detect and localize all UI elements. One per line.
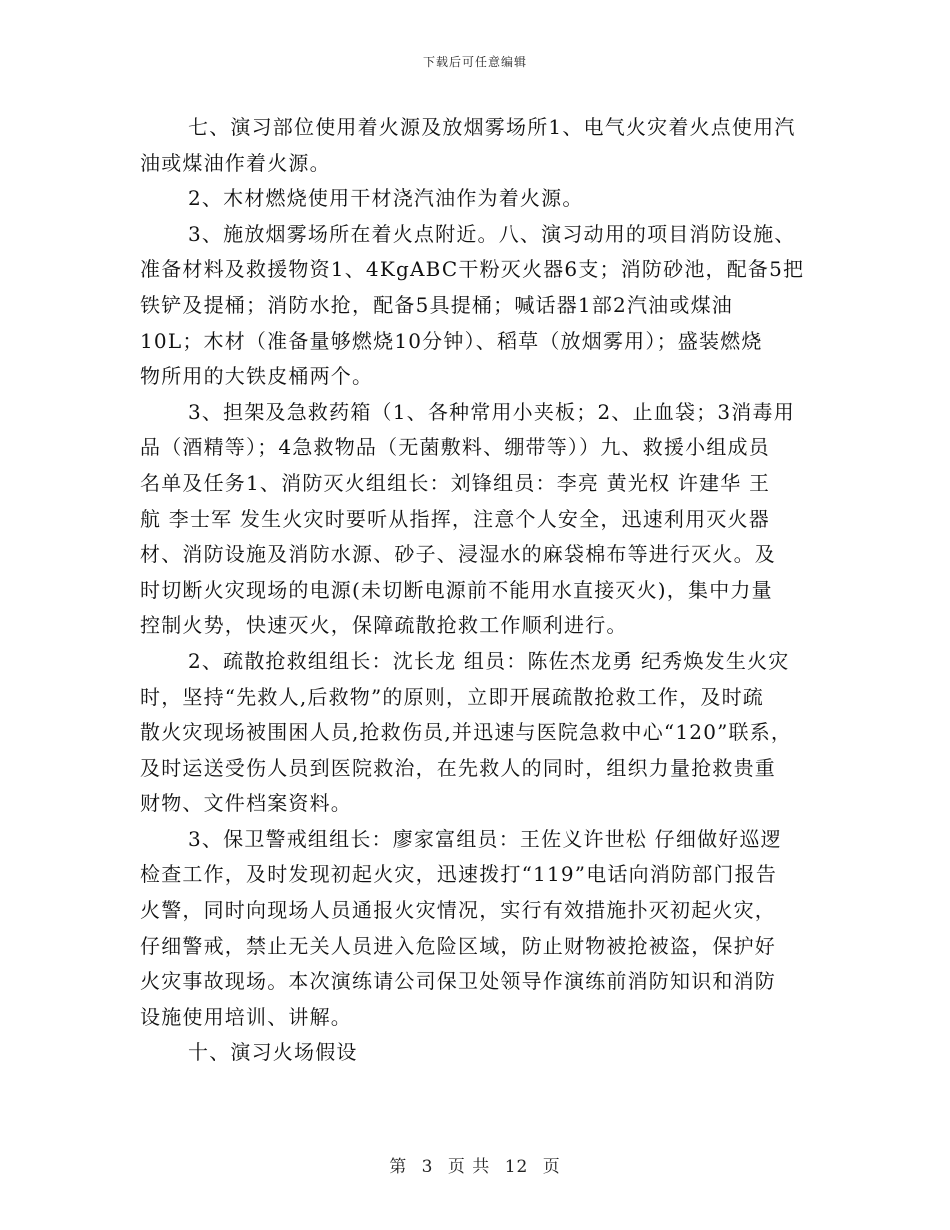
text-line: 检查工作，及时发现初起火灾，迅速拨打“119”电话向消防部门报告 xyxy=(140,862,778,887)
text-line: 2、木材燃烧使用干材浇汽油作为着火源。 xyxy=(188,186,584,211)
text-line: 名单及任务1、消防灭火组组长：刘锋组员：李亮 黄光权 许建华 王 xyxy=(140,470,771,495)
text-line: 3、担架及急救药箱（1、各种常用小夹板；2、止血袋；3消毒用 xyxy=(188,399,795,424)
text-line: 财物、文件档案资料。 xyxy=(140,791,352,816)
document-body xyxy=(140,112,820,1073)
section-heading: 十、演习火场假设 xyxy=(188,1040,358,1065)
footer-middle: 页 共 xyxy=(447,1157,491,1177)
text-line: 控制火势，快速灭火，保障疏散抢救工作顺利进行。 xyxy=(140,613,628,638)
text-line: 3、保卫警戒组组长：廖家富组员：王佐义许世松 仔细做好巡逻 xyxy=(188,826,782,851)
text-line: 油或煤油作着火源。 xyxy=(140,150,331,175)
text-line: 物所用的大铁皮桶两个。 xyxy=(140,364,374,389)
text-line: 时切断火灾现场的电源(未切断电源前不能用水直接灭火)，集中力量 xyxy=(140,577,773,602)
text-line: 品（酒精等）；4急救物品（无菌敷料、绷带等））九、救援小组成员 xyxy=(140,435,770,460)
total-pages-number: 12 xyxy=(504,1157,529,1177)
text-line: 2、疏散抢救组组长：沈长龙 组员：陈佐杰龙勇 纪秀焕发生火灾 xyxy=(188,648,790,673)
text-line: 仔细警戒，禁止无关人员进入危险区域，防止财物被抢被盗，保护好 xyxy=(140,933,776,958)
page-footer xyxy=(0,1152,950,1177)
footer-prefix: 第 xyxy=(389,1157,408,1177)
current-page-number: 3 xyxy=(421,1157,434,1177)
text-line: 火警，同时向现场人员通报火灾情况，实行有效措施扑灭初起火灾， xyxy=(140,898,776,923)
text-line: 火灾事故现场。本次演练请公司保卫处领导作演练前消防知识和消防 xyxy=(140,969,776,994)
text-line: 10L；木材（准备量够燃烧10分钟）、稻草（放烟雾用）；盛装燃烧 xyxy=(140,328,763,353)
page-header: 下载后可任意编辑 xyxy=(422,55,527,69)
text-line: 材、消防设施及消防水源、砂子、浸湿水的麻袋棉布等进行灭火。及 xyxy=(140,542,776,567)
text-line: 准备材料及救援物资1、4KgABC干粉灭火器6支；消防砂池，配备5把 xyxy=(140,257,805,282)
text-line: 3、施放烟雾场所在着火点附近。八、演习动用的项目消防设施、 xyxy=(188,221,796,246)
text-line: 及时运送受伤人员到医院救治，在先救人的同时，组织力量抢救贵重 xyxy=(140,755,776,780)
text-line: 铁铲及提桶；消防水抢，配备5具提桶；喊话器1部2汽油或煤油 xyxy=(140,292,733,317)
text-line: 散火灾现场被围困人员,抢救伤员,并迅速与医院急救中心“120”联系， xyxy=(140,720,793,745)
text-line: 时，坚持“先救人,后救物”的原则，立即开展疏散抢救工作，及时疏 xyxy=(140,684,765,709)
text-line: 航 李士军 发生火灾时要听从指挥，注意个人安全，迅速利用灭火器 xyxy=(140,506,770,531)
text-line: 设施使用培训、讲解。 xyxy=(140,1004,352,1029)
footer-suffix: 页 xyxy=(542,1157,561,1177)
text-line: 七、演习部位使用着火源及放烟雾场所1、电气火灾着火点使用汽 xyxy=(188,115,796,139)
